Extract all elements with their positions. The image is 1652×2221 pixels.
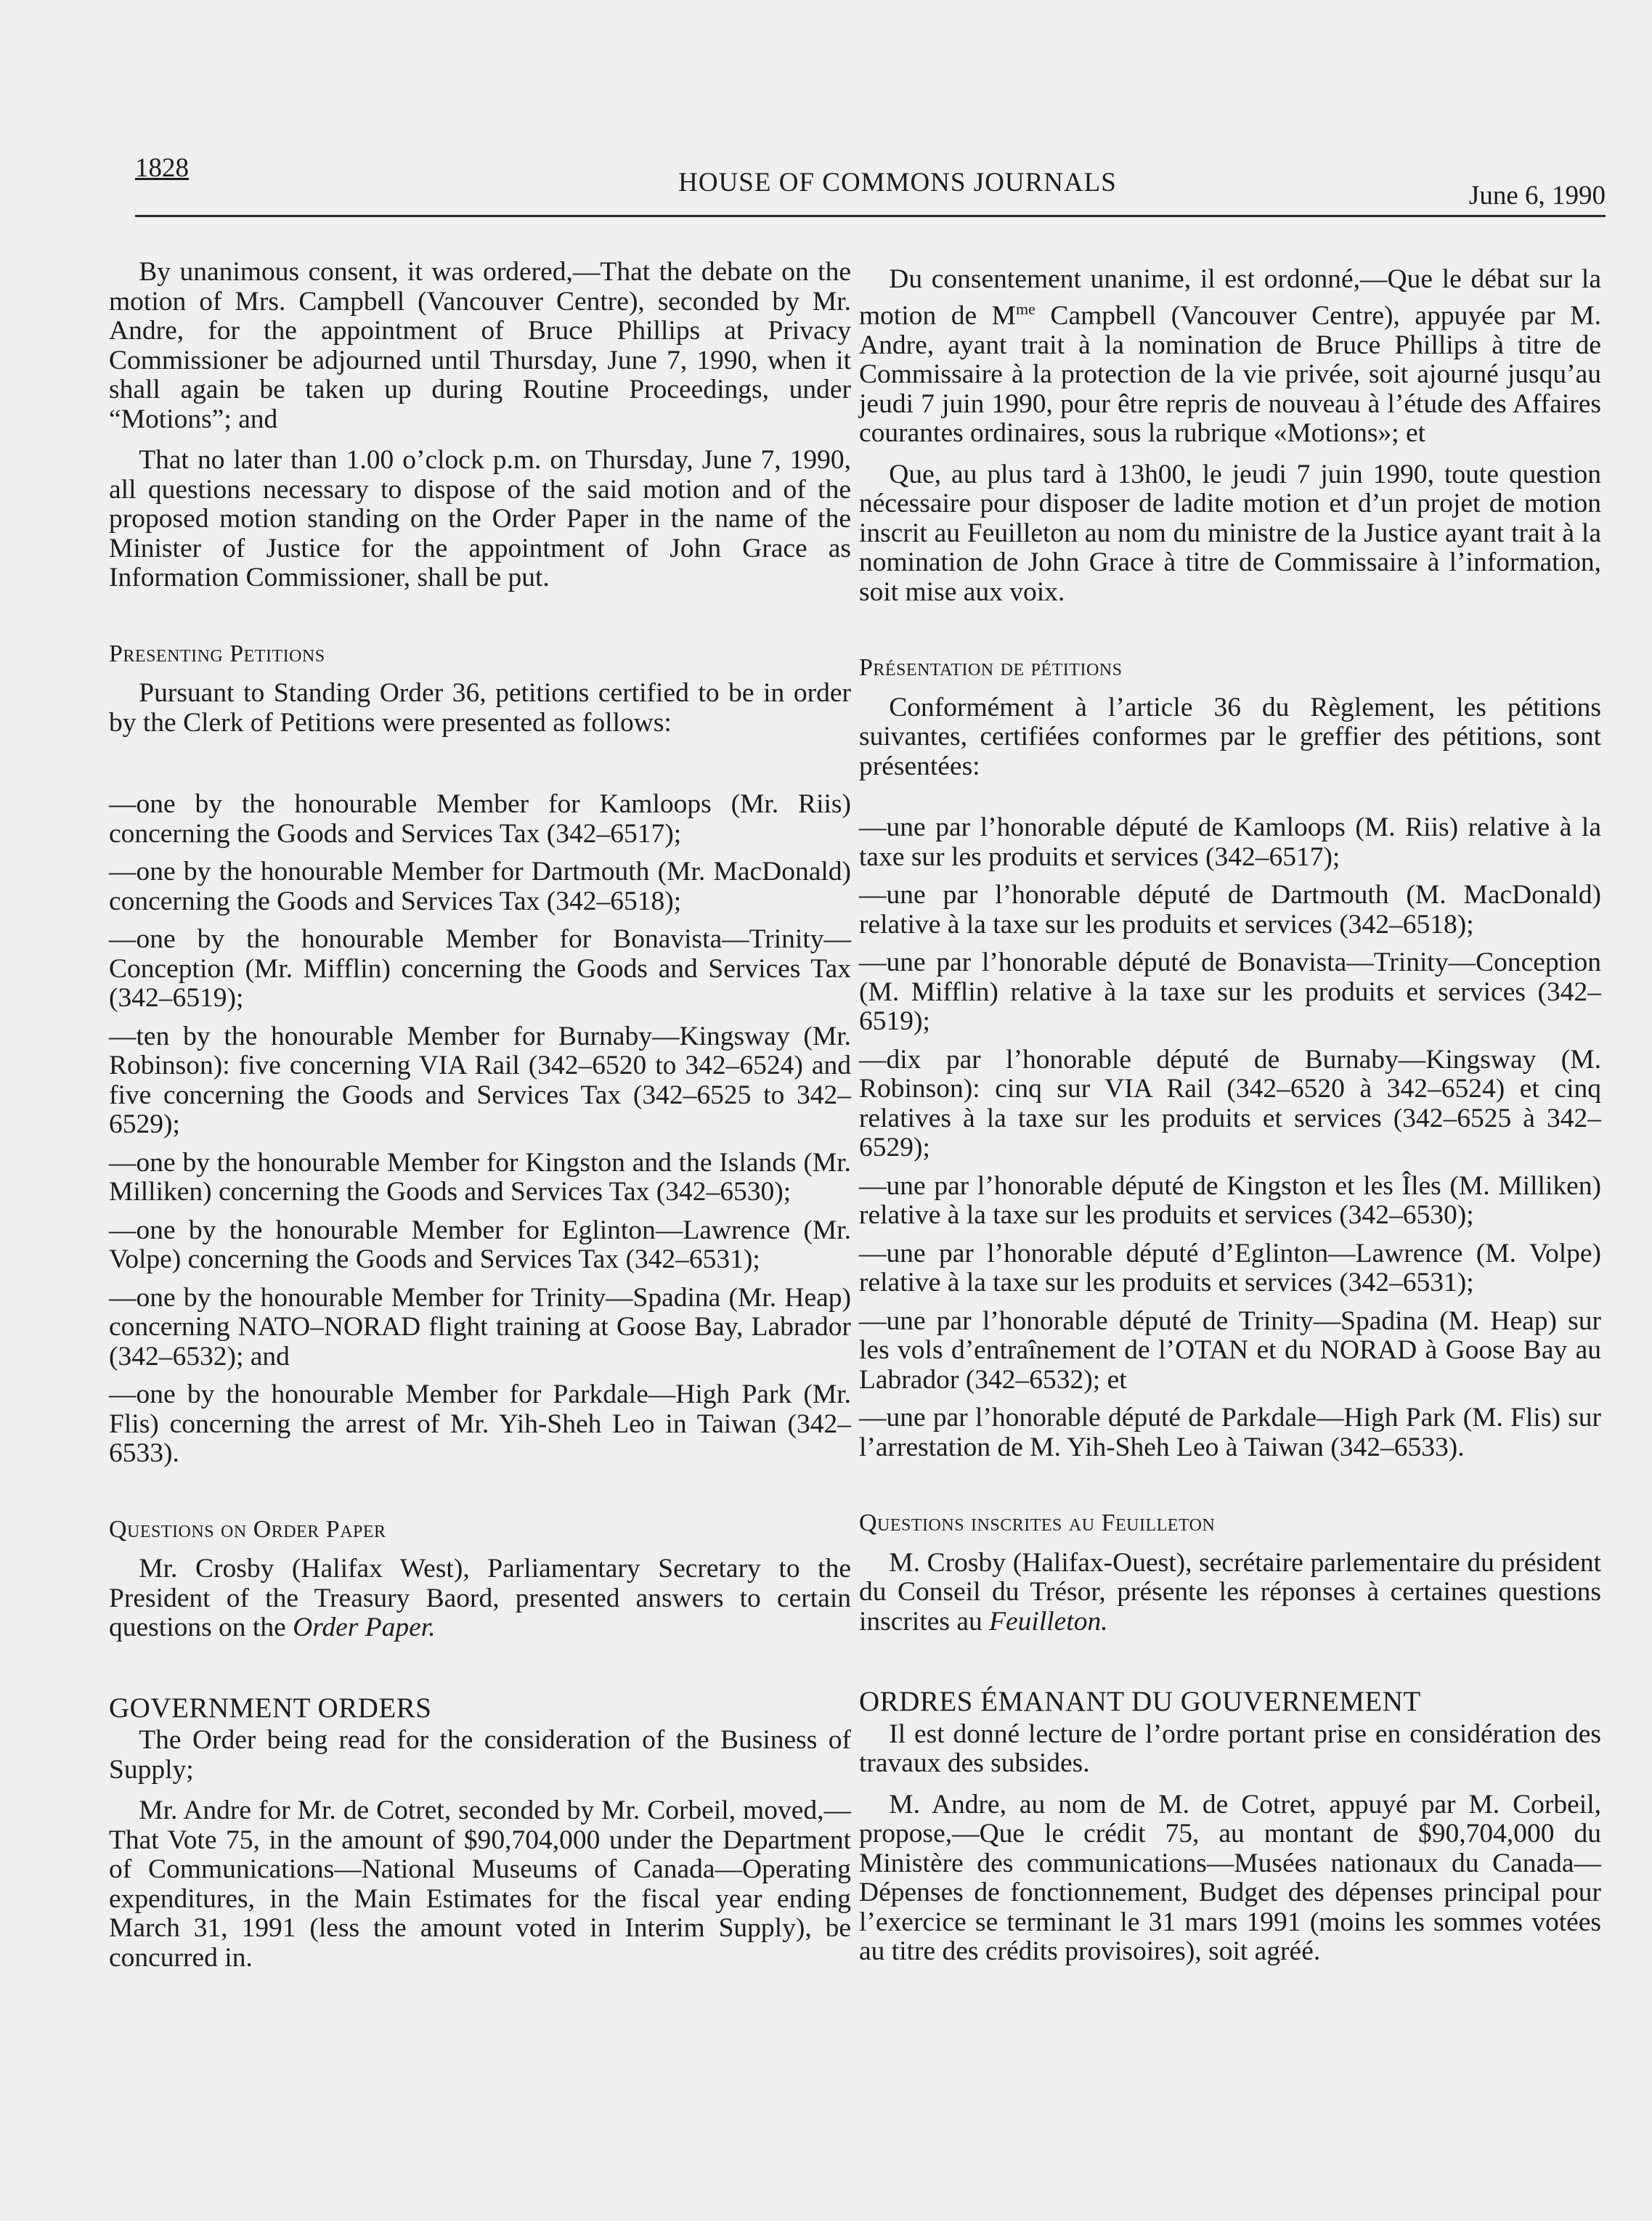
fr-petition-item: —une par l’honorable député de Dartmouth (M. MacDonald) relative à la taxe sur les produits et services (342–6518); <box>859 880 1601 940</box>
en-paragraph-2: That no later than 1.00 o’clock p.m. on Thursday, June 7, 1990, all questions necessary to dispose of the said motion and of the proposed motion standing on the Order Paper in the name of the Minister of Justice for the appointment of John Grace as Information Commissioner, shall be put. <box>109 445 851 592</box>
fr-questions-paragraph: M. Crosby (Halifax-Ouest), secrétaire parlementaire du président du Conseil du Trésor, présente les réponses à certaines questions inscrites au Feuilleton. <box>859 1547 1601 1637</box>
fr-petition-item: —une par l’honorable député de Parkdale—High Park (M. Flis) sur l’arrestation de M. Yih-Sheh Leo à Taiwan (342–6533). <box>859 1403 1601 1462</box>
en-gov-paragraph-2: Mr. Andre for Mr. de Cotret, seconded by Mr. Corbeil, moved,—That Vote 75, in the amount of $90,704,000 under the Department of Communications—National Museums of Canada—Operating expenditures, in the Main Estimates for the fiscal year ending March 31, 1991 (less the amount voted in Interim Supply), be concurred in. <box>109 1796 851 1973</box>
en-petitions-intro: Pursuant to Standing Order 36, petitions certified to be in order by the Clerk of Petitions were presented as follows: <box>109 678 851 738</box>
page-header <box>135 152 1606 217</box>
en-order-paper-italic: Order Paper. <box>293 1613 436 1642</box>
page-number: 1828 <box>135 153 189 183</box>
en-petition-item: —one by the honourable Member for Bonavista—Trinity—Conception (Mr. Mifflin) concerning the Goods and Services Tax (342–6519); <box>109 924 851 1013</box>
fr-petition-item: —une par l’honorable député de Kingston et les Îles (M. Milliken) relative à la taxe sur les produits et services (342–6530); <box>859 1170 1601 1230</box>
fr-feuilleton-italic: Feuilleton. <box>989 1606 1108 1637</box>
fr-petitions-heading: Présentation de pétitions <box>859 654 1123 681</box>
fr-petition-item: —une par l’honorable député de Kamloops (M. Riis) relative à la taxe sur les produits et services (342–6517); <box>859 812 1601 872</box>
fr-paragraph-2: Que, au plus tard à 13h00, le jeudi 7 juin 1990, toute question nécessaire pour disposer de ladite motion et d’un projet de motion inscrit au Feuilleton au nom du ministre de la Justice ayant trait à la nomination de John Grace à titre de Commissaire à l’information, soit mise aux voix. <box>859 459 1601 607</box>
en-gov-paragraph-1: The Order being read for the consideration of the Business of Supply; <box>109 1725 851 1785</box>
en-paragraph-1: By unanimous consent, it was ordered,—That the debate on the motion of Mrs. Campbell (Vancouver Centre), seconded by Mr. Andre, for the appointment of Bruce Phillips at Privacy Commissioner be adjourned until Thursday, June 7, 1990, when it shall again be taken up during Routine Proceedings, under “Motions”; and <box>109 257 851 434</box>
fr-gov-paragraph-2: M. Andre, au nom de M. de Cotret, appuyé par M. Corbeil, propose,—Que le crédit 75, au montant de $90,704,000 du Ministère des communications—Musées nationaux du Canada—Dépenses de fonctionnement, Budget des dépenses principal pour l’exercice se terminant le 31 mars 1991 (moins les sommes votées au titre des crédits provisoires), soit agréé. <box>859 1789 1601 1966</box>
en-petition-item: —one by the honourable Member for Kingston and the Islands (Mr. Milliken) concerning the Goods and Services Tax (342–6530); <box>109 1147 851 1207</box>
fr-paragraph-1: Du consentement unanime, il est ordonné,—Que le débat sur la motion de $M^{me}$ Campbell (Vancouver Centre), appuyée par M. Andre, ayant trait à la nomination de Bruce Phillips à titre de Commissaire à la protection de la vie privée, soit ajourné jusqu’au jeudi 7 juin 1990, pour être repris de nouveau à l’étude des Affaires courantes ordinaires, sous la rubrique «Motions»; et <box>859 264 1601 448</box>
en-petition-item: —one by the honourable Member for Eglinton—Lawrence (Mr. Volpe) concerning the Goods and Services Tax (342–6531); <box>109 1215 851 1274</box>
french-column <box>859 265 1601 1967</box>
en-petition-item: —one by the honourable Member for Dartmouth (Mr. MacDonald) concerning the Goods and Services Tax (342–6518); <box>109 857 851 916</box>
en-petitions-heading: Presenting Petitions <box>109 640 325 667</box>
journal-title: HOUSE OF COMMONS JOURNALS <box>678 168 1117 197</box>
en-petition-item: —one by the honourable Member for Trinity—Spadina (Mr. Heap) concerning NATO–NORAD flight training at Goose Bay, Labrador (342–6532); and <box>109 1282 851 1372</box>
english-column <box>109 258 851 1973</box>
fr-petition-item: —une par l’honorable député de Trinity—Spadina (M. Heap) sur les vols d’entraînement de l’OTAN et du NORAD à Goose Bay au Labrador (342–6532); et <box>859 1305 1601 1395</box>
en-petition-item: —one by the honourable Member for Kamloops (Mr. Riis) concerning the Goods and Services Tax (342–6517); <box>109 789 851 849</box>
fr-petition-item: —dix par l’honorable député de Burnaby—Kingsway (M. Robinson): cinq sur VIA Rail (342–6520 à 342–6524) et cinq relatives à la taxe sur les produits et services (342–6525 à 342–6529); <box>859 1044 1601 1162</box>
en-questions-heading: Questions on Order Paper <box>109 1515 386 1543</box>
en-petition-item: —ten by the honourable Member for Burnaby—Kingsway (Mr. Robinson): five concerning VIA Rail (342–6520 to 342–6524) and five concerning the Goods and Services Tax (342–6525 to 342–6529); <box>109 1021 851 1139</box>
fr-petitions-intro: Conformément à l’article 36 du Règlement, les pétitions suivantes, certifiées conformes par le greffier des pétitions, sont présentées: <box>859 692 1601 781</box>
fr-petition-item: —une par l’honorable député de Bonavista—Trinity—Conception (M. Mifflin) relative à la taxe sur les produits et services (342–6519); <box>859 948 1601 1036</box>
fr-petition-item: —une par l’honorable député d’Eglinton—Lawrence (M. Volpe) relative à la taxe sur les produits et services (342–6531); <box>859 1238 1601 1297</box>
fr-gov-paragraph-1: Il est donné lecture de l’ordre portant prise en considération des travaux des subsides. <box>859 1719 1601 1778</box>
fr-government-orders-heading: ORDRES ÉMANANT DU GOUVERNEMENT <box>859 1686 1421 1717</box>
fr-questions-heading: Questions inscrites au Feuilleton <box>859 1509 1216 1536</box>
en-government-orders-heading: GOVERNMENT ORDERS <box>109 1692 432 1724</box>
en-petition-item: —one by the honourable Member for Parkdale—High Park (Mr. Flis) concerning the arrest of Mr. Yih-Sheh Leo in Taiwan (342–6533). <box>109 1380 851 1468</box>
page-date: June 6, 1990 <box>1468 181 1606 211</box>
en-questions-paragraph: Mr. Crosby (Halifax West), Parliamentary Secretary to the President of the Treasury Baord, presented answers to certain questions on the Order Paper. <box>109 1554 851 1642</box>
